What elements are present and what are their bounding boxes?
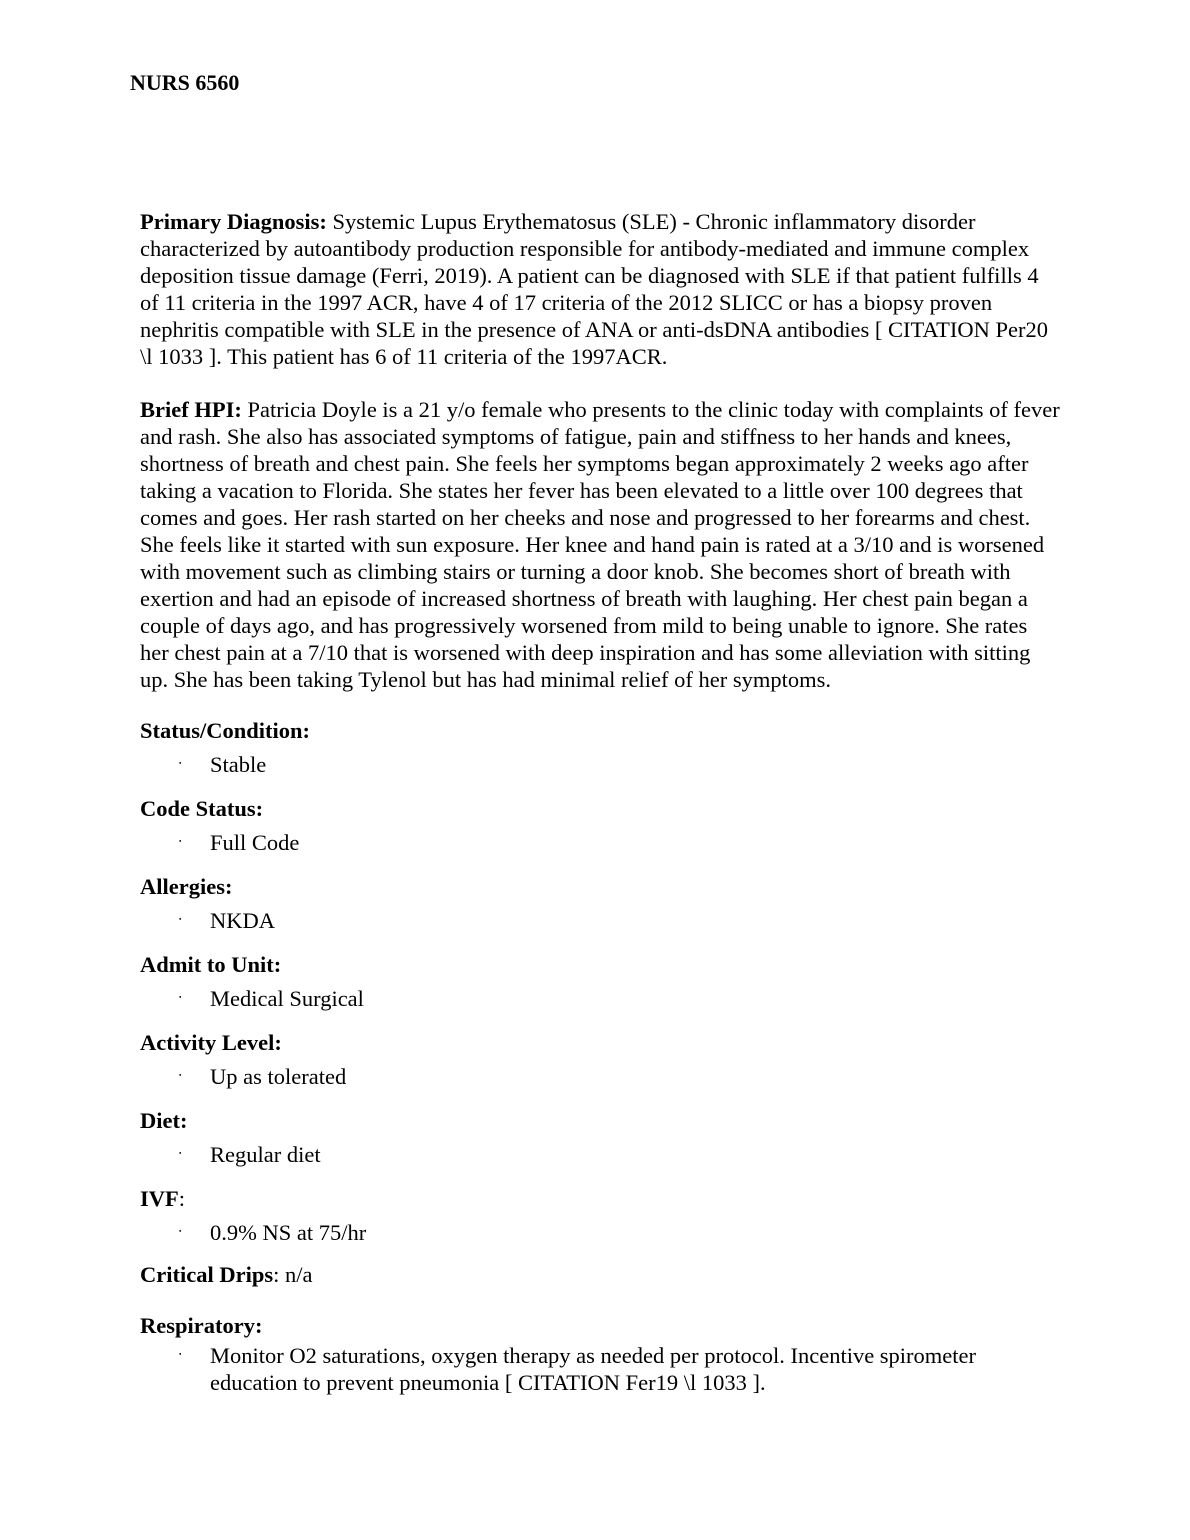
activity-value: Up as tolerated [210,1064,347,1089]
brief-hpi-paragraph [140,396,1060,693]
list-item [140,829,1060,856]
activity-title: Activity Level: [140,1030,282,1055]
bullet-icon: ‧ [178,1069,183,1084]
list-item [140,907,1060,934]
document-body [140,208,1060,1396]
brief-hpi-text: Patricia Doyle is a 21 y/o female who presents to the clinic today with complaints of fever and rash. She also has associated symptoms of fatigue, pain and stiffness to her hands and knees, shortness of breath and chest pain. She feels her symptoms began approximately 2 weeks ago after taking a vacation to Florida. She states her fever has been elevated to a little over 100 degrees that comes and goes. Her rash started on her cheeks and nose and progressed to her forearms and chest. She feels like it started with sun exposure. Her knee and hand pain is rated at a 3/10 and is worsened with movement such as climbing stairs or turning a door knob. She becomes short of breath with exertion and had an episode of increased shortness of breath with laughing. Her chest pain began a couple of days ago, and has progressively worsened from mild to being unable to ignore. She rates her chest pain at a 7/10 that is worsened with deep inspiration and has some alleviation with sitting up. She has been taking Tylenol but has had minimal relief of her symptoms. [140,397,1060,692]
course-header: NURS 6560 [130,70,240,95]
code-status-value: Full Code [210,830,300,855]
diet-title: Diet: [140,1108,188,1133]
list-item [140,1342,1060,1396]
allergies-section [140,873,1060,934]
bullet-icon: ‧ [178,1147,183,1162]
list-item [140,1219,1060,1246]
bullet-icon: ‧ [178,1225,183,1240]
primary-diagnosis-paragraph [140,208,1060,370]
status-title: Status/Condition: [140,718,311,743]
code-status-title: Code Status: [140,796,264,821]
list-item [140,751,1060,778]
critical-drips-heading [140,1262,312,1287]
list-item [140,985,1060,1012]
admit-section [140,951,1060,1012]
list-item [140,1063,1060,1090]
code-status-section [140,795,1060,856]
diet-section [140,1107,1060,1168]
critical-drips-value: : n/a [273,1262,313,1287]
brief-hpi-label: Brief HPI: [140,397,242,422]
ivf-title: IVF [140,1186,179,1211]
bullet-icon: ‧ [178,835,183,850]
critical-drips-section [140,1261,1060,1288]
primary-diagnosis-label: Primary Diagnosis: [140,209,327,234]
diet-value: Regular diet [210,1142,321,1167]
respiratory-section [140,1312,1060,1396]
ivf-section [140,1185,1060,1246]
ivf-heading [140,1185,1060,1212]
critical-drips-title: Critical Drips [140,1262,274,1287]
ivf-colon: : [178,1186,186,1211]
allergies-value: NKDA [210,908,275,933]
respiratory-title: Respiratory: [140,1313,263,1338]
allergies-title: Allergies: [140,874,233,899]
ivf-value: 0.9% NS at 75/hr [210,1220,367,1245]
bullet-icon: ‧ [178,913,183,928]
admit-value: Medical Surgical [210,986,364,1011]
admit-title: Admit to Unit: [140,952,282,977]
bullet-icon: ‧ [178,991,183,1006]
bullet-icon: ‧ [178,1348,183,1363]
list-item [140,1141,1060,1168]
primary-diagnosis-text: Systemic Lupus Erythematosus (SLE) - Chronic inflammatory disorder characterized by autoantibody production responsible for antibody-mediated and immune complex deposition tissue damage (Ferri, 2019). A patient can be diagnosed with SLE if that patient fulfills 4 of 11 criteria in the 1997 ACR, have 4 of 17 criteria of the 2012 SLICC or has a biopsy proven nephritis compatible with SLE in the presence of ANA or anti-dsDNA antibodies [ CITATION Per20 \l 1033 ]. This patient has 6 of 11 criteria of the 1997ACR. [140,209,1049,369]
status-value: Stable [210,752,267,777]
bullet-icon: ‧ [178,757,183,772]
status-section [140,717,1060,778]
respiratory-value: Monitor O2 saturations, oxygen therapy as needed per protocol. Incentive spirometer education to prevent pneumonia [ CITATION Fer19 \l 1033 ]. [210,1343,977,1395]
activity-section [140,1029,1060,1090]
